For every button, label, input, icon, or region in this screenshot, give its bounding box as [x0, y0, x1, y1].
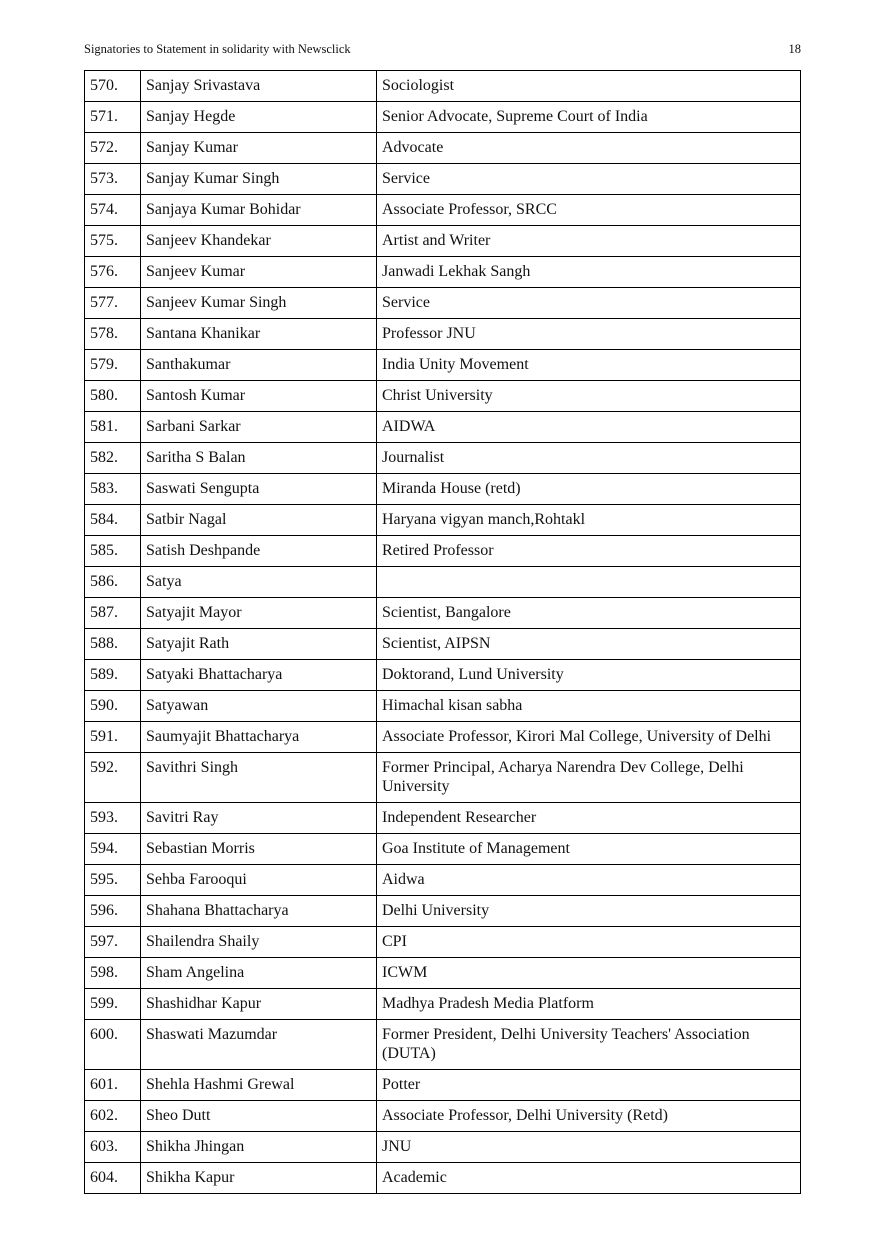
- signatory-name: Sarbani Sarkar: [141, 412, 377, 443]
- signatory-affiliation: Haryana vigyan manch,Rohtakl: [377, 505, 801, 536]
- table-row: [85, 195, 801, 226]
- row-number: 579.: [85, 350, 141, 381]
- table-row: [85, 598, 801, 629]
- signatory-affiliation: Retired Professor: [377, 536, 801, 567]
- row-number: 603.: [85, 1132, 141, 1163]
- signatory-name: Sehba Farooqui: [141, 865, 377, 896]
- table-row: [85, 505, 801, 536]
- signatory-affiliation: Christ University: [377, 381, 801, 412]
- table-row: [85, 474, 801, 505]
- signatories-table-body: [85, 71, 801, 1194]
- signatory-name: Shikha Kapur: [141, 1163, 377, 1194]
- signatory-name: Sanjeev Kumar Singh: [141, 288, 377, 319]
- table-row: [85, 722, 801, 753]
- page-header: [84, 42, 801, 60]
- row-number: 598.: [85, 958, 141, 989]
- table-row: [85, 958, 801, 989]
- signatory-affiliation: Senior Advocate, Supreme Court of India: [377, 102, 801, 133]
- table-row: [85, 803, 801, 834]
- signatory-name: Shailendra Shaily: [141, 927, 377, 958]
- row-number: 595.: [85, 865, 141, 896]
- row-number: 573.: [85, 164, 141, 195]
- row-number: 575.: [85, 226, 141, 257]
- signatory-name: Savitri Ray: [141, 803, 377, 834]
- table-row: [85, 1020, 801, 1070]
- row-number: 596.: [85, 896, 141, 927]
- signatory-name: Sebastian Morris: [141, 834, 377, 865]
- row-number: 585.: [85, 536, 141, 567]
- signatory-affiliation: Miranda House (retd): [377, 474, 801, 505]
- signatory-name: Shaswati Mazumdar: [141, 1020, 377, 1070]
- row-number: 599.: [85, 989, 141, 1020]
- table-row: [85, 164, 801, 195]
- signatory-affiliation: Potter: [377, 1070, 801, 1101]
- row-number: 602.: [85, 1101, 141, 1132]
- row-number: 581.: [85, 412, 141, 443]
- document-title: Signatories to Statement in solidarity with Newsclick: [84, 42, 351, 56]
- row-number: 578.: [85, 319, 141, 350]
- row-number: 580.: [85, 381, 141, 412]
- row-number: 604.: [85, 1163, 141, 1194]
- table-row: [85, 381, 801, 412]
- signatory-name: Satya: [141, 567, 377, 598]
- signatory-name: Shahana Bhattacharya: [141, 896, 377, 927]
- signatory-name: Santana Khanikar: [141, 319, 377, 350]
- row-number: 584.: [85, 505, 141, 536]
- signatory-name: Sanjay Kumar Singh: [141, 164, 377, 195]
- signatory-affiliation: Service: [377, 164, 801, 195]
- signatory-affiliation: Doktorand, Lund University: [377, 660, 801, 691]
- row-number: 589.: [85, 660, 141, 691]
- table-row: [85, 1070, 801, 1101]
- row-number: 577.: [85, 288, 141, 319]
- table-row: [85, 257, 801, 288]
- signatories-table: [84, 70, 801, 1194]
- signatory-affiliation: Academic: [377, 1163, 801, 1194]
- row-number: 590.: [85, 691, 141, 722]
- signatory-affiliation: Aidwa: [377, 865, 801, 896]
- signatory-name: Satyaki Bhattacharya: [141, 660, 377, 691]
- signatory-name: Sanjeev Kumar: [141, 257, 377, 288]
- table-row: [85, 753, 801, 803]
- signatory-name: Satish Deshpande: [141, 536, 377, 567]
- row-number: 583.: [85, 474, 141, 505]
- table-row: [85, 412, 801, 443]
- table-row: [85, 1101, 801, 1132]
- row-number: 586.: [85, 567, 141, 598]
- signatory-affiliation: Associate Professor, SRCC: [377, 195, 801, 226]
- table-row: [85, 927, 801, 958]
- signatory-name: Sanjay Hegde: [141, 102, 377, 133]
- signatory-name: Saumyajit Bhattacharya: [141, 722, 377, 753]
- signatory-affiliation: Associate Professor, Kirori Mal College, University of Delhi: [377, 722, 801, 753]
- signatory-affiliation: [377, 567, 801, 598]
- row-number: 574.: [85, 195, 141, 226]
- table-row: [85, 629, 801, 660]
- signatory-name: Sanjaya Kumar Bohidar: [141, 195, 377, 226]
- table-row: [85, 133, 801, 164]
- signatory-name: Shikha Jhingan: [141, 1132, 377, 1163]
- table-row: [85, 1132, 801, 1163]
- signatory-affiliation: Journalist: [377, 443, 801, 474]
- signatory-name: Sanjay Kumar: [141, 133, 377, 164]
- signatory-affiliation: Former Principal, Acharya Narendra Dev College, Delhi University: [377, 753, 801, 803]
- table-row: [85, 71, 801, 102]
- signatory-name: Sanjay Srivastava: [141, 71, 377, 102]
- signatory-name: Satyajit Rath: [141, 629, 377, 660]
- table-row: [85, 536, 801, 567]
- row-number: 571.: [85, 102, 141, 133]
- signatory-name: Sham Angelina: [141, 958, 377, 989]
- signatory-name: Shashidhar Kapur: [141, 989, 377, 1020]
- signatory-affiliation: Advocate: [377, 133, 801, 164]
- page-number: 18: [788, 42, 801, 56]
- signatory-name: Santosh Kumar: [141, 381, 377, 412]
- signatory-name: Shehla Hashmi Grewal: [141, 1070, 377, 1101]
- table-row: [85, 567, 801, 598]
- row-number: 591.: [85, 722, 141, 753]
- signatory-affiliation: Former President, Delhi University Teachers' Association (DUTA): [377, 1020, 801, 1070]
- table-row: [85, 1163, 801, 1194]
- signatory-affiliation: Independent Researcher: [377, 803, 801, 834]
- table-row: [85, 896, 801, 927]
- signatory-affiliation: India Unity Movement: [377, 350, 801, 381]
- table-row: [85, 834, 801, 865]
- signatory-affiliation: CPI: [377, 927, 801, 958]
- signatory-name: Satyajit Mayor: [141, 598, 377, 629]
- table-row: [85, 989, 801, 1020]
- row-number: 597.: [85, 927, 141, 958]
- signatory-affiliation: Himachal kisan sabha: [377, 691, 801, 722]
- signatory-affiliation: ICWM: [377, 958, 801, 989]
- row-number: 572.: [85, 133, 141, 164]
- signatory-name: Saritha S Balan: [141, 443, 377, 474]
- row-number: 587.: [85, 598, 141, 629]
- signatory-affiliation: Sociologist: [377, 71, 801, 102]
- signatory-name: Saswati Sengupta: [141, 474, 377, 505]
- table-row: [85, 288, 801, 319]
- signatory-affiliation: JNU: [377, 1132, 801, 1163]
- signatory-name: Satyawan: [141, 691, 377, 722]
- row-number: 592.: [85, 753, 141, 803]
- table-row: [85, 691, 801, 722]
- row-number: 570.: [85, 71, 141, 102]
- row-number: 582.: [85, 443, 141, 474]
- signatory-affiliation: Associate Professor, Delhi University (Retd): [377, 1101, 801, 1132]
- signatory-affiliation: Janwadi Lekhak Sangh: [377, 257, 801, 288]
- signatory-affiliation: Goa Institute of Management: [377, 834, 801, 865]
- table-row: [85, 226, 801, 257]
- row-number: 576.: [85, 257, 141, 288]
- row-number: 601.: [85, 1070, 141, 1101]
- signatory-name: Santhakumar: [141, 350, 377, 381]
- signatory-affiliation: AIDWA: [377, 412, 801, 443]
- table-row: [85, 350, 801, 381]
- signatory-name: Satbir Nagal: [141, 505, 377, 536]
- signatory-affiliation: Madhya Pradesh Media Platform: [377, 989, 801, 1020]
- table-row: [85, 443, 801, 474]
- signatory-name: Sanjeev Khandekar: [141, 226, 377, 257]
- table-row: [85, 319, 801, 350]
- row-number: 593.: [85, 803, 141, 834]
- row-number: 600.: [85, 1020, 141, 1070]
- signatory-name: Savithri Singh: [141, 753, 377, 803]
- table-row: [85, 865, 801, 896]
- signatory-name: Sheo Dutt: [141, 1101, 377, 1132]
- signatory-affiliation: Service: [377, 288, 801, 319]
- row-number: 588.: [85, 629, 141, 660]
- row-number: 594.: [85, 834, 141, 865]
- table-row: [85, 660, 801, 691]
- signatory-affiliation: Scientist, Bangalore: [377, 598, 801, 629]
- signatory-affiliation: Delhi University: [377, 896, 801, 927]
- signatory-affiliation: Scientist, AIPSN: [377, 629, 801, 660]
- table-row: [85, 102, 801, 133]
- signatory-affiliation: Artist and Writer: [377, 226, 801, 257]
- signatory-affiliation: Professor JNU: [377, 319, 801, 350]
